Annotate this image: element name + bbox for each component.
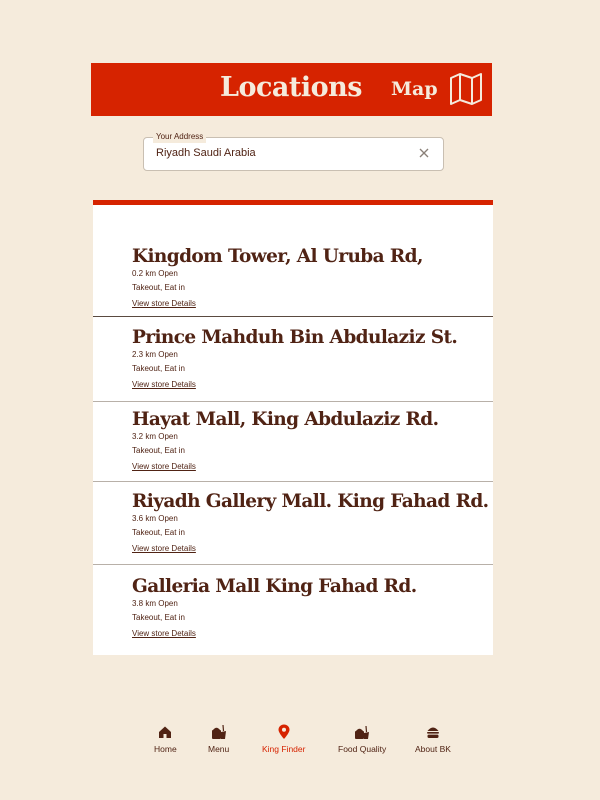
store-distance-status: 3.8 km Open [132,599,178,608]
store-name: Kingdom Tower, Al Uruba Rd, [132,246,423,267]
nav-label: Food Quality [338,744,387,754]
food-quality-icon [354,724,370,740]
burger-icon [425,724,441,740]
store-services: Takeout, Eat in [132,446,185,455]
store-distance-status: 3.2 km Open [132,432,178,441]
nav-item-home[interactable] [154,724,177,754]
map-button-label: Map [391,78,438,100]
list-item[interactable] [93,490,493,556]
store-distance-status: 2.3 km Open [132,350,178,359]
page-title: Locations [220,72,362,103]
nav-item-king-finder[interactable] [262,724,305,754]
divider [93,564,493,565]
store-services: Takeout, Eat in [132,528,185,537]
map-icon [448,71,484,107]
store-name: Riyadh Gallery Mall. King Fahad Rd. [132,491,489,512]
view-store-details-link[interactable]: View store Details [132,299,196,308]
store-services: Takeout, Eat in [132,283,185,292]
nav-item-menu[interactable] [208,724,229,754]
store-distance-status: 0.2 km Open [132,269,178,278]
list-item[interactable] [93,575,493,641]
store-distance-status: 3.6 km Open [132,514,178,523]
store-services: Takeout, Eat in [132,613,185,622]
view-store-details-link[interactable]: View store Details [132,629,196,638]
menu-icon [211,724,227,740]
nav-label: Menu [208,744,230,754]
view-store-details-link[interactable]: View store Details [132,380,196,389]
list-item[interactable] [93,326,493,392]
address-field-label: Your Address [153,131,206,143]
address-input[interactable] [156,147,406,159]
store-services: Takeout, Eat in [132,364,185,373]
nav-label: Home [154,744,177,754]
location-pin-icon [276,724,292,740]
header-bar [91,63,492,116]
nav-item-food-quality[interactable] [338,724,386,754]
store-list [93,200,493,655]
list-item[interactable] [93,245,493,311]
close-icon[interactable] [417,146,431,160]
map-button[interactable] [391,69,484,109]
home-icon [157,724,173,740]
view-store-details-link[interactable]: View store Details [132,462,196,471]
nav-label: King Finder [262,744,306,754]
list-item[interactable] [93,408,493,474]
address-field[interactable] [143,132,444,171]
bottom-nav [140,724,470,764]
divider [93,401,493,402]
view-store-details-link[interactable]: View store Details [132,544,196,553]
store-name: Galleria Mall King Fahad Rd. [132,576,417,597]
store-name: Prince Mahduh Bin Abdulaziz St. [132,327,458,348]
divider [93,316,493,317]
store-name: Hayat Mall, King Abdulaziz Rd. [132,409,439,430]
nav-label: About BK [415,744,451,754]
nav-item-about-bk[interactable] [415,724,451,754]
divider [93,481,493,482]
